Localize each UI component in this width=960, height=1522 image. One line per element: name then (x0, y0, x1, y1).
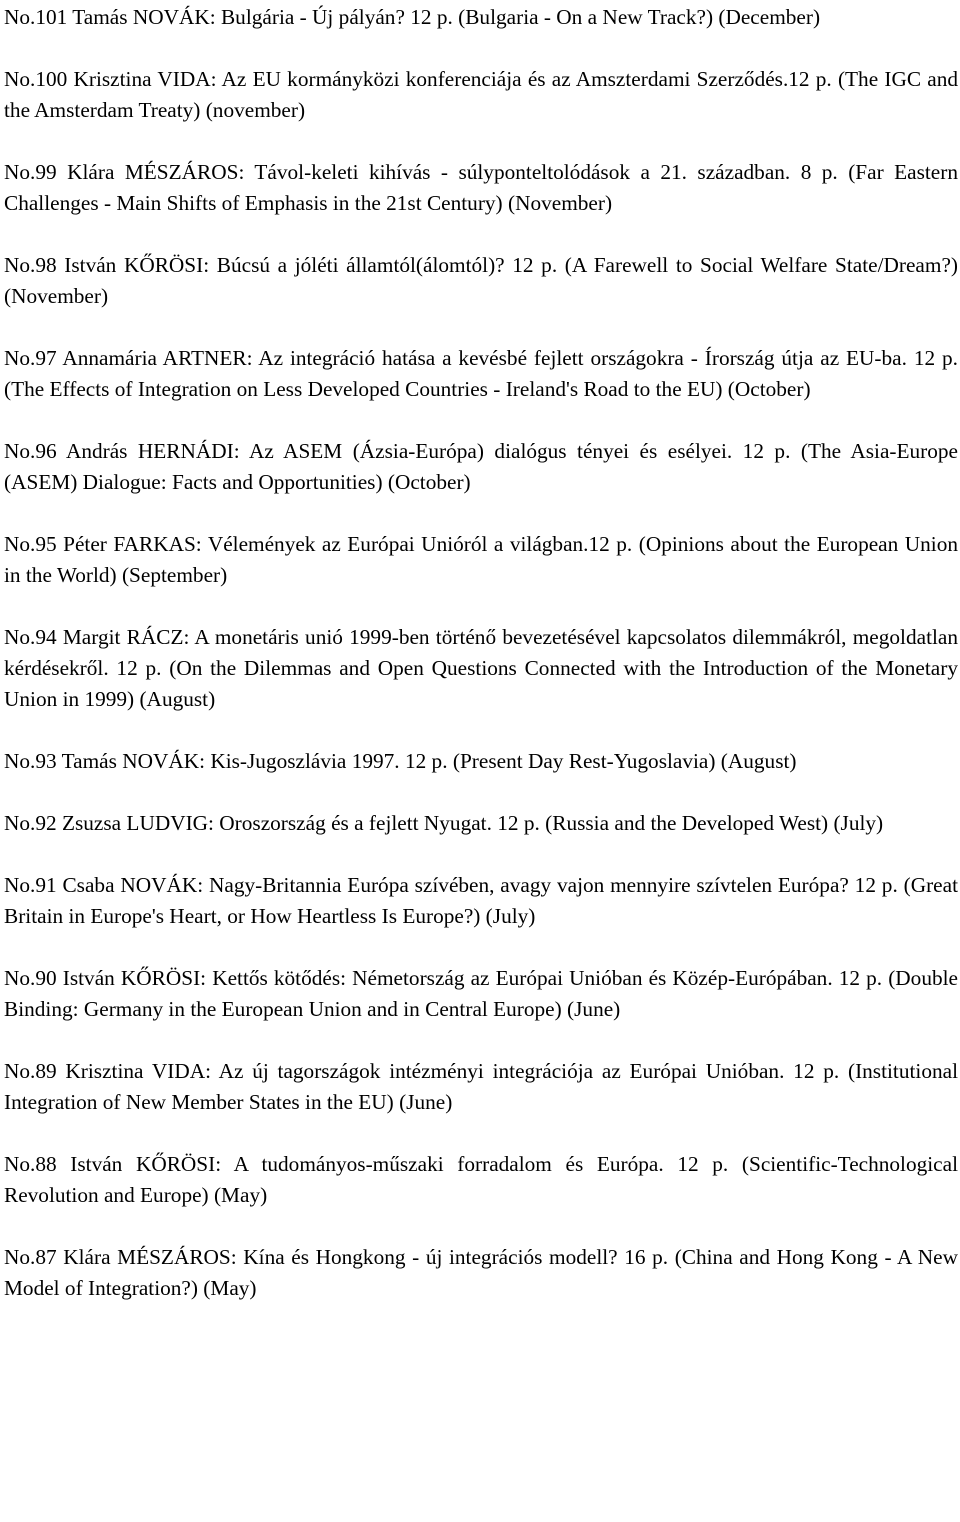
list-item: No.98 István KŐRÖSI: Búcsú a jóléti államtól(álomtól)? 12 p. (A Farewell to Social Welfare State/Dream?) (November) (4, 253, 958, 308)
list-item: No.100 Krisztina VIDA: Az EU kormányközi konferenciája és az Amszterdami Szerződés.12 p. (The IGC and the Amsterdam Treaty) (november) (4, 67, 958, 122)
list-item: No.90 István KŐRÖSI: Kettős kötődés: Németország az Európai Unióban és Közép-Európában. 12 p. (Double Binding: Germany in the European Union and in Central Europe) (June) (4, 966, 958, 1021)
list-item: No.95 Péter FARKAS: Vélemények az Európai Unióról a világban.12 p. (Opinions about the European Union in the World) (September) (4, 532, 958, 587)
list-item: No.91 Csaba NOVÁK: Nagy-Britannia Európa szívében, avagy vajon mennyire szívtelen Európa? 12 p. (Great Britain in Europe's Heart, or How Heartless Is Europe?) (July) (4, 873, 958, 928)
list-item: No.93 Tamás NOVÁK: Kis-Jugoszlávia 1997. 12 p. (Present Day Rest-Yugoslavia) (August) (4, 749, 797, 773)
list-item: No.92 Zsuzsa LUDVIG: Oroszország és a fejlett Nyugat. 12 p. (Russia and the Developed West) (July) (4, 811, 884, 835)
list-item: No.101 Tamás NOVÁK: Bulgária - Új pályán? 12 p. (Bulgaria - On a New Track?) (December) (4, 5, 821, 29)
list-item: No.96 András HERNÁDI: Az ASEM (Ázsia-Európa) dialógus tényei és esélyei. 12 p. (The Asia-Europe (ASEM) Dialogue: Facts and Opportunities) (October) (4, 439, 958, 494)
list-item: No.97 Annamária ARTNER: Az integráció hatása a kevésbé fejlett országokra - Írország útja az EU-ba. 12 p. (The Effects of Integration on Less Developed Countries - Ireland's Road to the EU) (October) (4, 346, 958, 401)
list-item: No.87 Klára MÉSZÁROS: Kína és Hongkong - új integrációs modell? 16 p. (China and Hong Kong - A New Model of Integration?) (May) (4, 1245, 958, 1300)
list-item: No.99 Klára MÉSZÁROS: Távol-keleti kihívás - súlyponteltolódások a 21. században. 8 p. (Far Eastern Challenges - Main Shifts of Emphasis in the 21st Century) (November) (4, 160, 958, 215)
list-item: No.89 Krisztina VIDA: Az új tagországok intézményi integrációja az Európai Unióban. 12 p. (Institutional Integration of New Member States in the EU) (June) (4, 1059, 958, 1114)
list-item: No.88 István KŐRÖSI: A tudományos-műszaki forradalom és Európa. 12 p. (Scientific-Technological Revolution and Europe) (May) (4, 1152, 958, 1207)
list-item: No.94 Margit RÁCZ: A monetáris unió 1999-ben történő bevezetésével kapcsolatos dilemmákról, megoldatlan kérdésekről. 12 p. (On the Dilemmas and Open Questions Connected with the Introduction of the Monetary Union in 1999) (August) (4, 625, 958, 711)
publication-list (4, 0, 958, 1304)
